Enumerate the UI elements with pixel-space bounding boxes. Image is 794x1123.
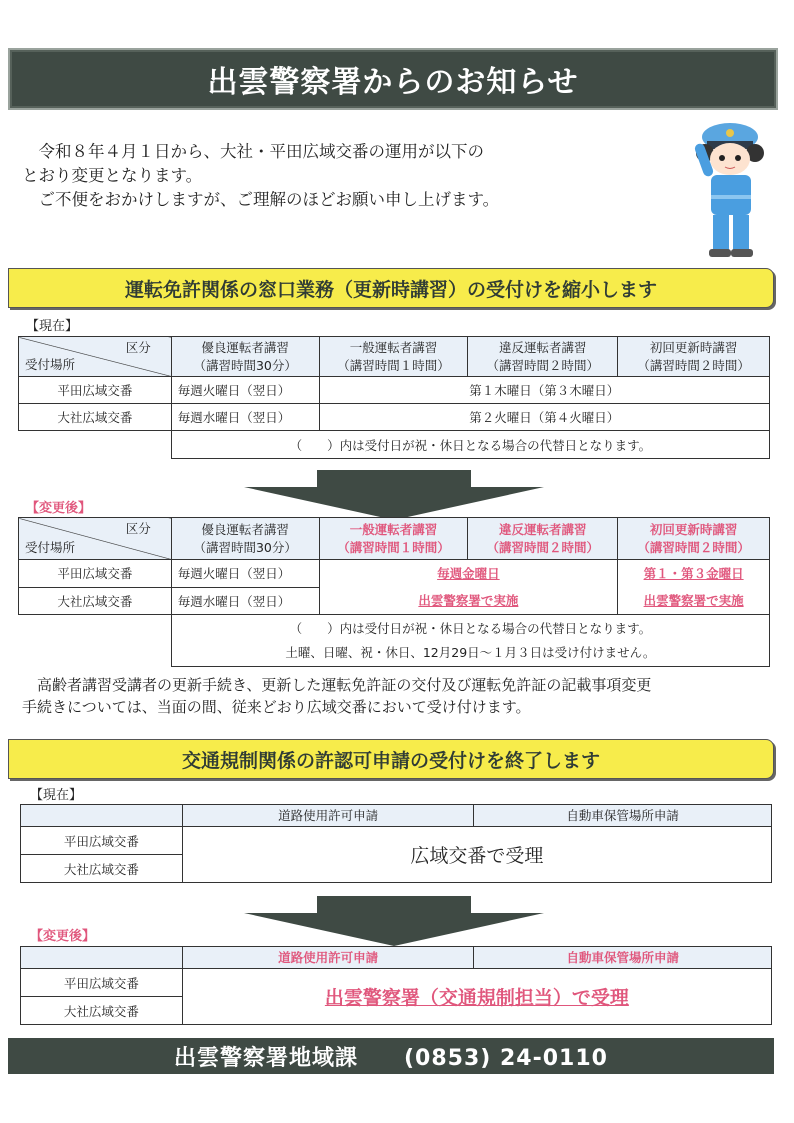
corner-top-label: 区分 bbox=[125, 521, 151, 536]
section1-banner bbox=[8, 268, 774, 308]
column-header: 一般運転者講習 （講習時間１時間） bbox=[319, 518, 468, 560]
column-header: 初回更新時講習 （講習時間２時間） bbox=[618, 337, 770, 377]
section2-banner bbox=[8, 739, 774, 779]
place-cell: 大社広域交番 bbox=[21, 997, 183, 1025]
schedule-cell: 毎週水曜日（翌日） bbox=[171, 587, 319, 615]
place-cell: 大社広域交番 bbox=[19, 587, 172, 615]
current-label: 【現在】 bbox=[30, 788, 83, 803]
down-arrow-icon bbox=[244, 470, 544, 520]
schedule-cell: 毎週火曜日（翌日） bbox=[171, 377, 319, 404]
current-label: 【現在】 bbox=[26, 319, 79, 334]
corner-bottom-label: 受付場所 bbox=[25, 357, 76, 372]
title-banner bbox=[8, 48, 778, 110]
place-cell: 大社広域交番 bbox=[21, 855, 183, 883]
schedule-cell: 第１木曜日（第３木曜日） bbox=[319, 377, 769, 404]
place-cell: 平田広域交番 bbox=[21, 827, 183, 855]
place-cell: 大社広域交番 bbox=[19, 404, 172, 431]
column-header: 一般運転者講習 （講習時間１時間） bbox=[319, 337, 468, 377]
table-row bbox=[21, 827, 772, 855]
note-line: 手続きについては、当面の間、従来どおり広域交番において受け付けます。 bbox=[22, 698, 531, 716]
corner-top-label: 区分 bbox=[125, 340, 151, 355]
table-note: （ ）内は受付日が祝・休日となる場合の代替日となります。 bbox=[171, 431, 769, 459]
schedule-cell: 第２火曜日（第４火曜日） bbox=[319, 404, 769, 431]
after-label: 【変更後】 bbox=[30, 929, 96, 944]
schedule-cell: 毎週水曜日（翌日） bbox=[171, 404, 319, 431]
intro-line: とおり変更となります。 bbox=[22, 166, 203, 185]
column-header: 優良運転者講習 （講習時間30分） bbox=[171, 518, 319, 560]
merged-permit-cell: 出雲警察署（交通規制担当）で受理 bbox=[182, 969, 771, 1025]
column-header: 自動車保管場所申請 bbox=[474, 947, 772, 969]
contact-text: 出雲警察署地域課 (0853) 24-0110 bbox=[174, 1045, 608, 1071]
police-mascot-icon bbox=[685, 115, 775, 260]
intro-line: ご不便をおかけしますが、ご理解のほどお願い申し上げます。 bbox=[22, 190, 500, 209]
merged-schedule-cell: 毎週金曜日 出雲警察署で実施 bbox=[319, 560, 618, 615]
column-header: 道路使用許可申請 bbox=[182, 947, 474, 969]
schedule-cell: 毎週火曜日（翌日） bbox=[171, 560, 319, 588]
corner-header bbox=[21, 805, 183, 827]
elderly-note bbox=[22, 674, 762, 718]
column-header: 違反運転者講習 （講習時間２時間） bbox=[468, 337, 618, 377]
note-line: 高齢者講習受講者の更新手続き、更新した運転免許証の交付及び運転免許証の記載事項変更 bbox=[22, 676, 652, 694]
column-header: 道路使用許可申請 bbox=[182, 805, 474, 827]
corner-header bbox=[19, 518, 172, 560]
section1-title: 運転免許関係の窓口業務（更新時講習）の受付けを縮小します bbox=[124, 278, 657, 301]
section2-title: 交通規制関係の許認可申請の受付けを終了します bbox=[181, 749, 600, 772]
column-header: 初回更新時講習 （講習時間２時間） bbox=[618, 518, 770, 560]
table-note: （ ）内は受付日が祝・休日となる場合の代替日となります。 土曜、日曜、祝・休日、12月29日～１月３日は受け付けません。 bbox=[171, 615, 769, 667]
intro-line: 令和８年４月１日から、大社・平田広域交番の運用が以下の bbox=[22, 142, 484, 161]
place-cell: 平田広域交番 bbox=[19, 560, 172, 588]
column-header: 優良運転者講習 （講習時間30分） bbox=[171, 337, 319, 377]
table-row bbox=[21, 969, 772, 997]
table-row bbox=[19, 377, 770, 404]
corner-header bbox=[19, 337, 172, 377]
column-header: 自動車保管場所申請 bbox=[474, 805, 772, 827]
after-schedule-table bbox=[18, 517, 770, 667]
current-schedule-table bbox=[18, 336, 770, 459]
table-row bbox=[19, 560, 770, 588]
after-permit-table bbox=[20, 946, 772, 1025]
place-cell: 平田広域交番 bbox=[19, 377, 172, 404]
merged-schedule-cell: 第１・第３金曜日 出雲警察署で実施 bbox=[618, 560, 770, 615]
column-header: 違反運転者講習 （講習時間２時間） bbox=[468, 518, 618, 560]
corner-bottom-label: 受付場所 bbox=[25, 540, 76, 555]
page-title: 出雲警察署からのお知らせ bbox=[207, 65, 579, 100]
down-arrow-icon bbox=[244, 896, 544, 946]
after-label: 【変更後】 bbox=[26, 501, 92, 516]
place-cell: 平田広域交番 bbox=[21, 969, 183, 997]
corner-header bbox=[21, 947, 183, 969]
table-row bbox=[19, 404, 770, 431]
intro-text bbox=[22, 140, 682, 212]
contact-footer bbox=[8, 1038, 774, 1074]
merged-permit-cell: 広域交番で受理 bbox=[182, 827, 771, 883]
current-permit-table bbox=[20, 804, 772, 883]
